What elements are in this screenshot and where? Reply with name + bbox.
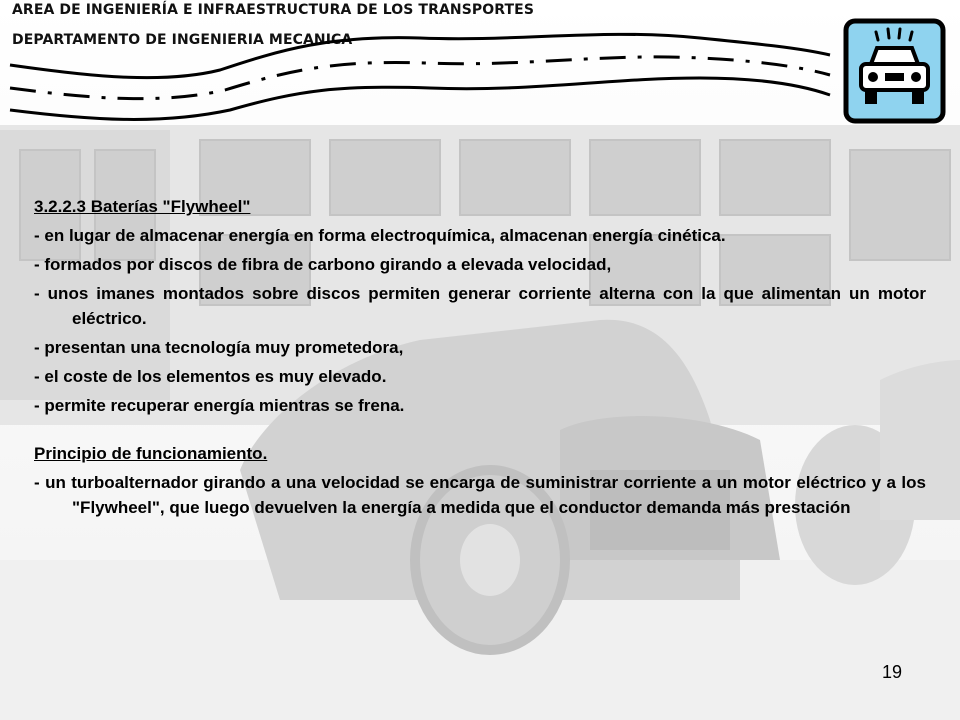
- page-number: 19: [882, 662, 903, 682]
- bullet-item: - presentan una tecnología muy prometedora,: [34, 338, 404, 357]
- bullet-item: - en lugar de almacenar energía en forma electroquímica, almacenan energía cinética.: [34, 226, 726, 245]
- bullet-item: - el coste de los elementos es muy elevado.: [34, 367, 387, 386]
- bullet-item: - un turboalternador girando a una velocidad se encarga de suministrar corriente a un motor eléctrico y a los "Flywheel", que luego devuelven la energía a medida que el conductor demanda más prestación: [34, 473, 926, 517]
- car-icon: [843, 18, 946, 124]
- bullet-item: - permite recuperar energía mientras se frena.: [34, 396, 405, 415]
- road-banner-graphic: [0, 30, 840, 130]
- bullet-item: - unos imanes montados sobre discos permiten generar corriente alterna con la que alimentan un motor eléctrico.: [34, 284, 926, 328]
- header-department-area: AREA DE INGENIERÍA E INFRAESTRUCTURA DE LOS TRANSPORTES: [12, 2, 534, 18]
- section-title-principle: Principio de funcionamiento.: [34, 444, 268, 463]
- header-department-name: DEPARTAMENTO DE INGENIERIA MECANICA: [12, 32, 353, 48]
- section-title-flywheel: 3.2.2.3 Baterías "Flywheel": [34, 197, 251, 216]
- slide-content: [34, 194, 926, 524]
- bullet-item: - formados por discos de fibra de carbono girando a elevada velocidad,: [34, 255, 612, 274]
